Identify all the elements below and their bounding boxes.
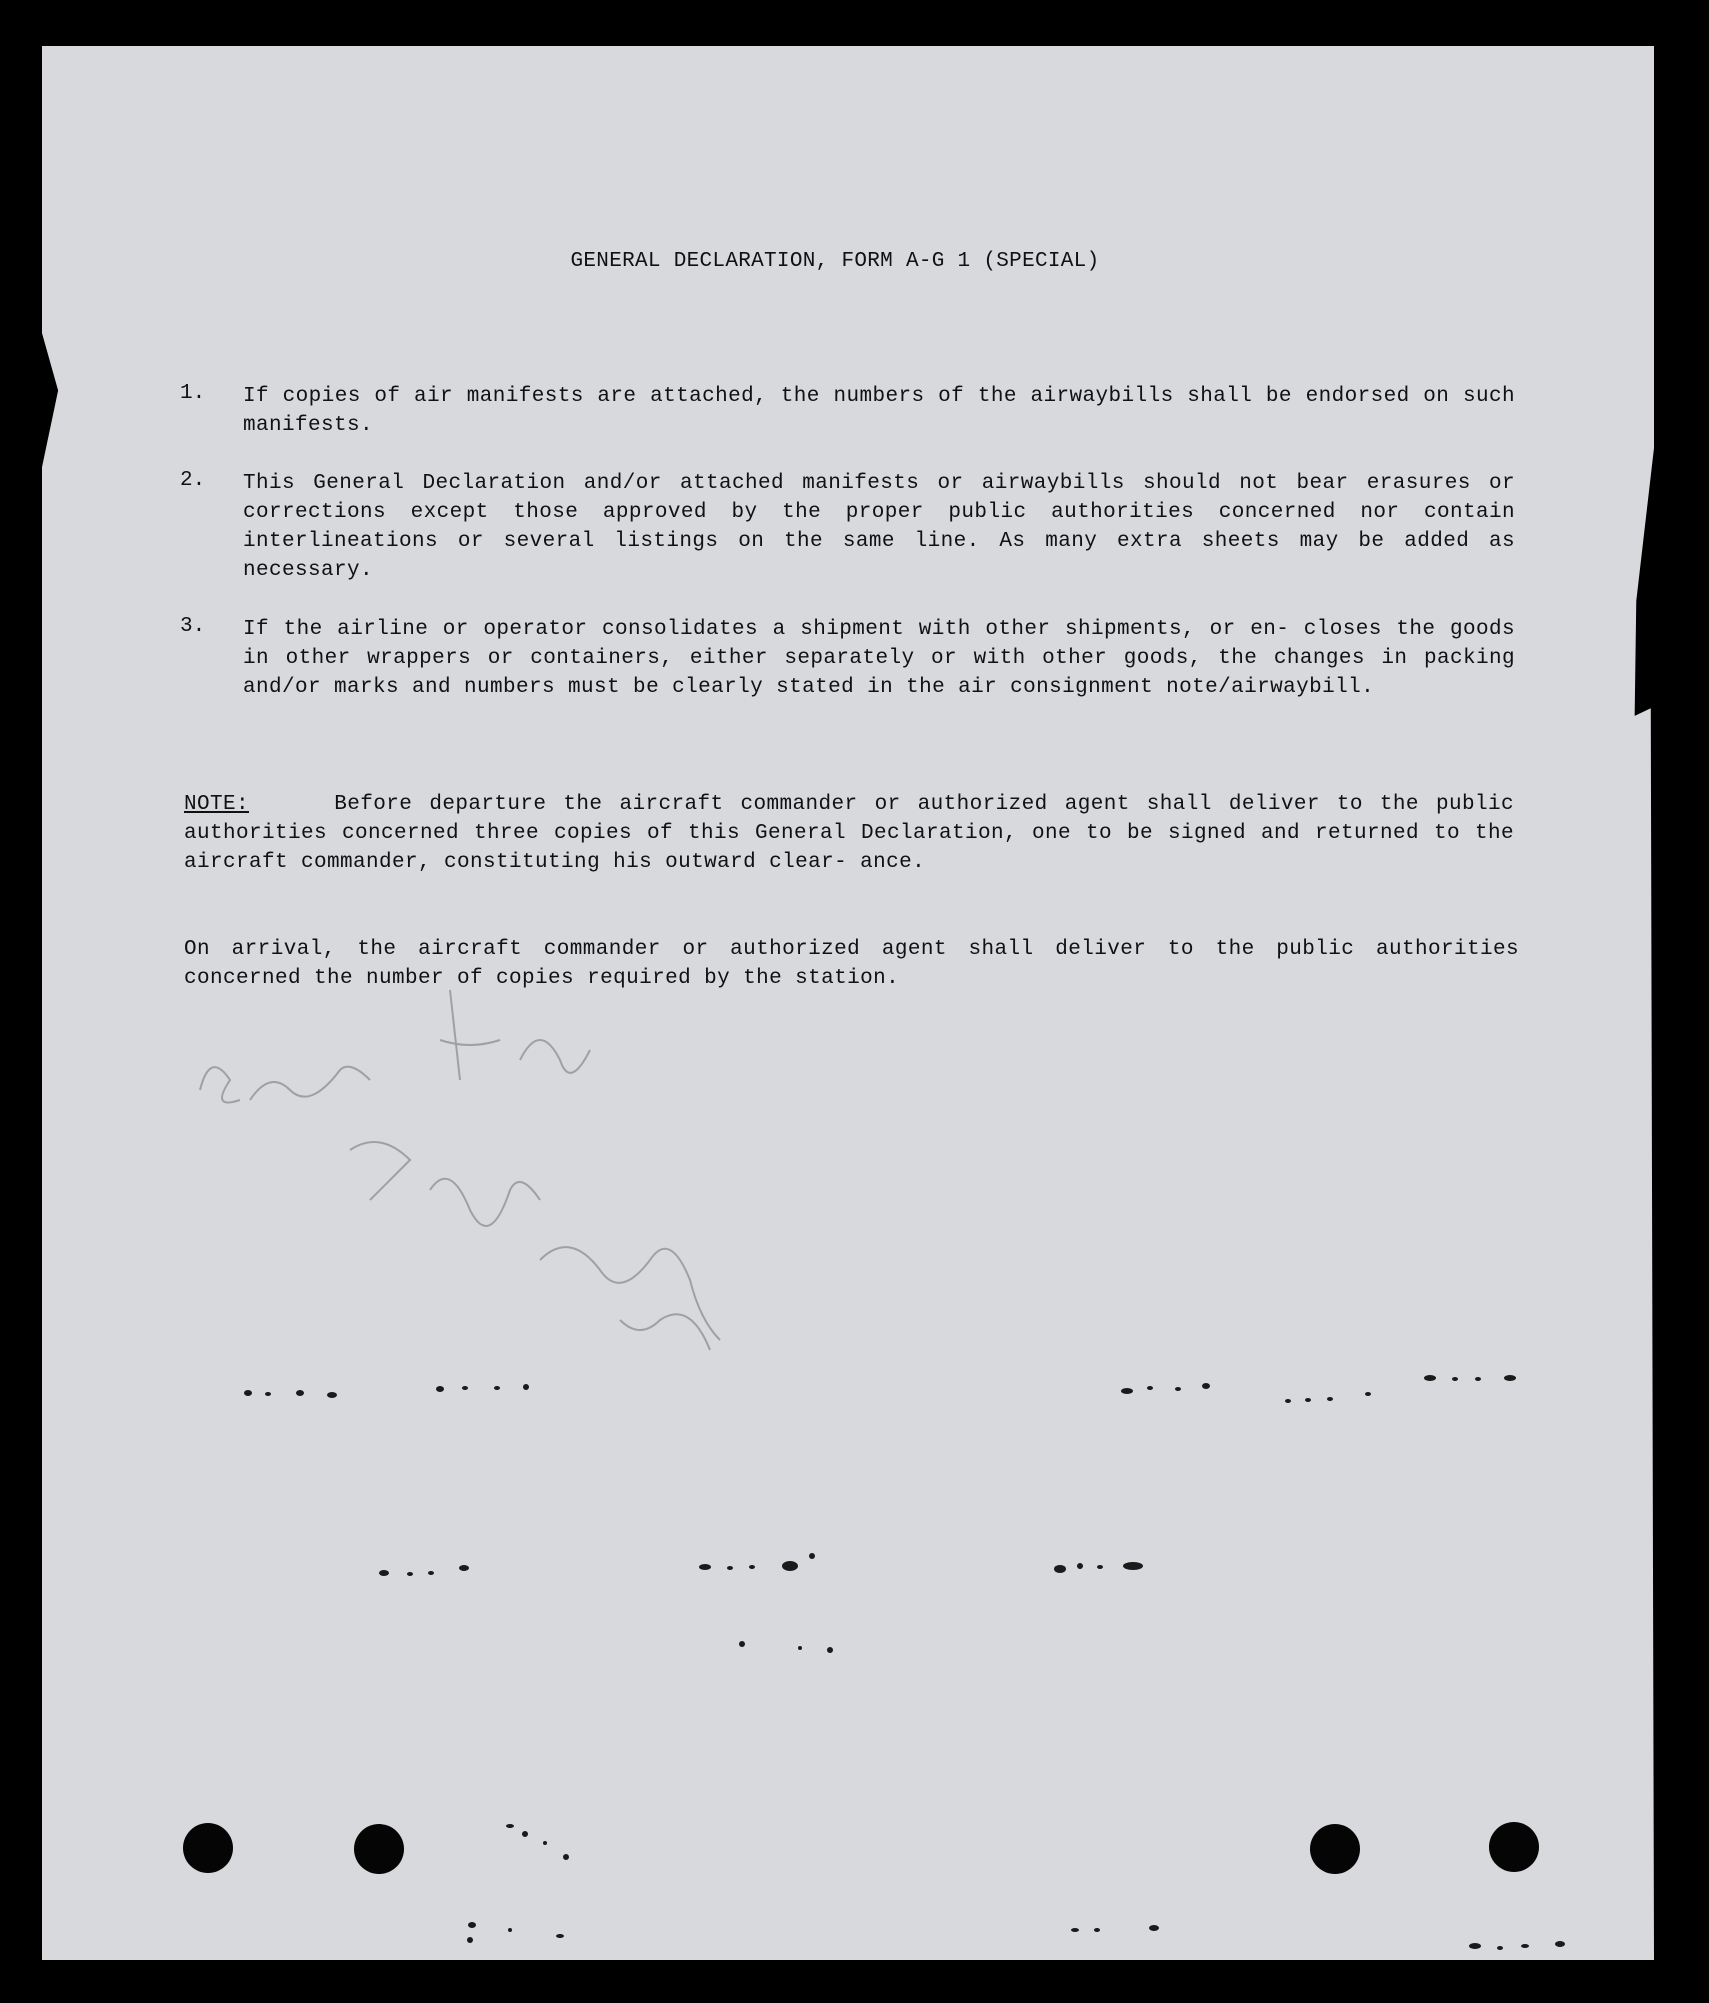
- item-text: If copies of air manifests are attached, the numbers of the airwaybills shall be endorsed on such manifests.: [243, 385, 1515, 437]
- item-text: If the airline or operator consolidates a shipment with other shipments, or en- closes the goods in other wrappers or containers, either separately or with other goods, the changes in packing and/or marks and numbers must be clearly stated in the air consignment note/airwaybill.: [243, 618, 1515, 699]
- item-number: 3.: [180, 615, 206, 638]
- punch-hole: [354, 1824, 404, 1874]
- arrival-paragraph: On arrival, the aircraft commander or authorized agent shall deliver to the public authorities concerned the number of copies required by the station.: [184, 938, 1519, 990]
- note-text: Before departure the aircraft commander or authorized agent shall deliver to the public authorities concerned three copies of this General Declaration, one to be signed and returned to the aircraft commander, constituting his outward clear- ance.: [184, 793, 1514, 874]
- punch-hole: [183, 1823, 233, 1873]
- item-number: 2.: [180, 469, 206, 492]
- note-label: NOTE:: [184, 793, 250, 816]
- document-title: GENERAL DECLARATION, FORM A-G 1 (SPECIAL): [570, 250, 1100, 273]
- item-text: This General Declaration and/or attached manifests or airwaybills should not bear erasures or corrections except those approved by the proper public authorities concerned nor contain interlineations or several listings on the same line. As many extra sheets may be added as necessary.: [243, 472, 1515, 582]
- item-number: 1.: [180, 382, 206, 405]
- punch-hole: [1310, 1824, 1360, 1874]
- punch-hole: [1489, 1822, 1539, 1872]
